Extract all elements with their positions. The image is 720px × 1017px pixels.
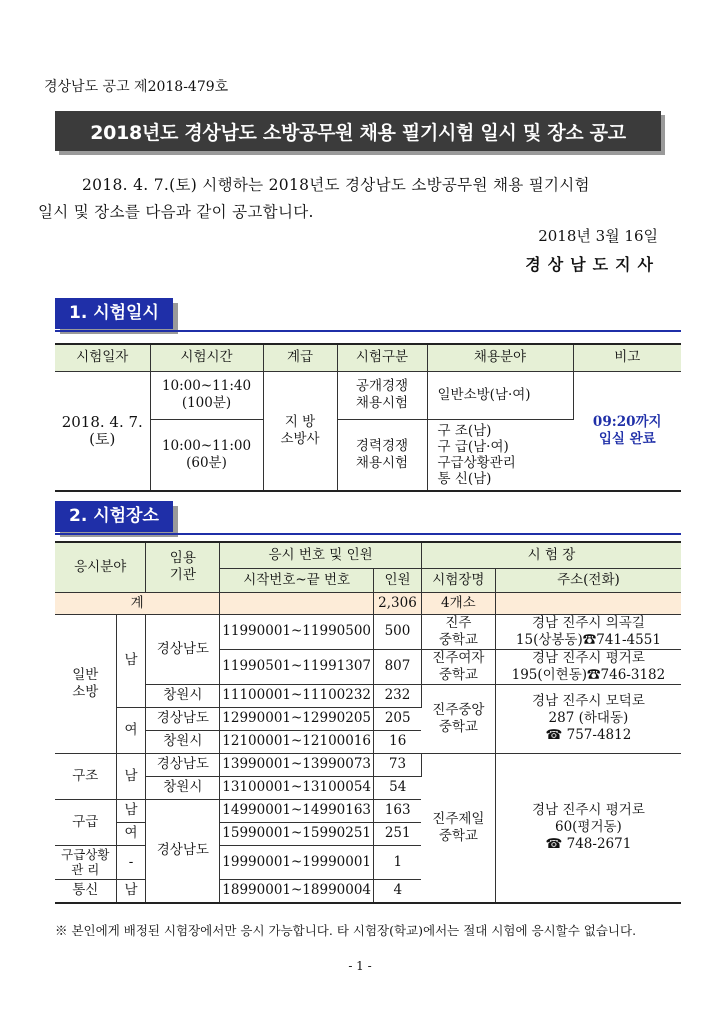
header-remark: 비고 <box>573 344 681 371</box>
gender-male: 남 <box>116 614 146 707</box>
field-rescue: 구 조(남) <box>437 422 492 439</box>
number-range: 12100001~12100016 <box>220 730 374 753</box>
announcement-date: 2018년 3월 16일 <box>538 227 658 245</box>
applicant-count: 54 <box>374 776 422 799</box>
agency-gyeongnam: 경상남도 <box>146 707 220 730</box>
rank-line-2: 소방사 <box>280 430 320 447</box>
address-2-line-1: 경남 진주시 평거로 <box>531 649 645 666</box>
gender-male: 남 <box>116 879 146 903</box>
applicant-count: 232 <box>374 684 422 707</box>
address-2-line-2: 195(이현동)☎746-3182 <box>511 666 666 683</box>
header-exam-type: 시험구분 <box>337 344 427 371</box>
exam-type-2 <box>337 419 427 491</box>
rank-line-1: 지 방 <box>284 413 316 430</box>
document-title <box>55 111 661 151</box>
gender-male: 남 <box>116 799 146 822</box>
number-range: 19990001~19990001 <box>220 845 374 879</box>
exam-time-1 <box>150 371 263 419</box>
time-range-1: 10:00~11:40 <box>161 378 252 394</box>
group-ems-management <box>55 845 116 879</box>
venue-address <box>495 684 681 753</box>
group-ems-mgmt-line-1: 구급상황 <box>61 847 110 862</box>
field-communications: 통 신(남) <box>437 470 492 487</box>
number-range: 18990001~18990004 <box>220 879 374 903</box>
field-ems-management: 구급상황관리 <box>437 454 516 471</box>
header-field: 응시분야 <box>55 542 146 592</box>
exam-time-2 <box>150 419 263 491</box>
total-range <box>220 592 374 614</box>
header-venue-name: 시험장명 <box>421 568 495 592</box>
group-communications: 통신 <box>55 879 116 903</box>
number-range: 15990001~15990251 <box>220 822 374 845</box>
group-rescue: 구조 <box>55 753 116 799</box>
number-range: 14990001~14990163 <box>220 799 374 822</box>
group-ems-mgmt-line-2: 관 리 <box>71 862 100 877</box>
group-general <box>55 614 116 753</box>
schedule-row-open <box>55 371 681 419</box>
type-2-line-1: 경력경쟁 <box>355 437 409 454</box>
field-ems: 구 급(남·여) <box>437 438 509 455</box>
group-ems: 구급 <box>55 799 116 845</box>
type-1-line-1: 공개경쟁 <box>355 378 409 394</box>
number-range: 11990501~11991307 <box>220 649 374 684</box>
header-agency-line-1: 임용 <box>169 550 196 567</box>
address-4-line-2: 60(평거동) <box>554 819 622 836</box>
applicant-count: 500 <box>374 614 422 649</box>
number-range: 12990001~12990205 <box>220 707 374 730</box>
address-3-line-2: 287 (하대동) <box>548 710 629 726</box>
agency-gyeongnam: 경상남도 <box>146 753 220 776</box>
section-1-rule <box>55 330 681 332</box>
section-2-rule <box>55 533 681 535</box>
address-3-line-3: ☎ 757-4812 <box>545 727 632 743</box>
applicant-count: 807 <box>374 649 422 684</box>
address-4-line-1: 경남 진주시 평거로 <box>531 802 645 819</box>
venue-4-line-1: 진주제일 <box>432 810 485 827</box>
page-number: - 1 - <box>348 959 372 973</box>
applicant-count: 163 <box>374 799 422 822</box>
type-2-line-2: 채용시험 <box>355 454 409 471</box>
remark-cell <box>573 371 681 491</box>
venue-3-line-1: 진주중앙 <box>432 701 485 718</box>
number-range: 13100001~13100054 <box>220 776 374 799</box>
applicant-count: 1 <box>374 845 422 879</box>
group-general-line-1: 일반 <box>72 666 99 683</box>
venue-address <box>495 753 681 903</box>
total-row <box>55 592 681 614</box>
header-agency-line-2: 기관 <box>169 567 196 584</box>
time-duration-2: (60분) <box>186 454 227 471</box>
header-number-range: 시작번호~끝 번호 <box>220 568 374 592</box>
footnote: ※ 본인에게 배정된 시험장에서만 응시 가능합니다. 타 시험장(학교)에서는 절대 시험에 응시할수 없습니다. <box>55 923 637 938</box>
venue-address <box>495 649 681 684</box>
venue-3-line-2: 중학교 <box>438 718 478 735</box>
gender-female: 여 <box>116 707 146 753</box>
venue-name <box>421 649 495 684</box>
exam-venue-table <box>55 541 681 904</box>
intro-line-2: 일시 및 장소를 다음과 같이 공고합니다. <box>38 203 314 221</box>
venue-name <box>421 614 495 649</box>
header-exam-date: 시험일자 <box>55 344 150 371</box>
applicant-count: 4 <box>374 879 422 903</box>
type-1-line-2: 채용시험 <box>355 395 409 411</box>
venue-4-line-2: 중학교 <box>438 827 478 844</box>
field-career <box>427 419 573 491</box>
header-field: 채용분야 <box>427 344 573 371</box>
agency-gyeongnam: 경상남도 <box>146 614 220 684</box>
header-agency <box>146 542 220 592</box>
section-2-heading: 2. 시험장소 <box>55 501 173 532</box>
group-general-line-2: 소방 <box>72 683 99 700</box>
venue-header-row-1 <box>55 542 681 568</box>
total-count: 2,306 <box>374 592 422 614</box>
address-4-line-3: ☎ 748-2671 <box>545 836 632 853</box>
gender-female: 여 <box>116 822 146 845</box>
address-1-line-1: 경남 진주시 의곡길 <box>531 614 645 631</box>
remark-line-1: 09:20까지 <box>592 413 662 430</box>
header-address: 주소(전화) <box>495 568 681 592</box>
venue-1-line-1: 진주 <box>445 614 472 631</box>
exam-date: 2018. 4. 7. <box>61 412 143 431</box>
agency-changwon: 창원시 <box>146 730 220 753</box>
agency-changwon: 창원시 <box>146 684 220 707</box>
address-1-line-2: 15(상봉동)☎741-4551 <box>515 631 661 648</box>
total-venues: 4개소 <box>421 592 495 614</box>
intro-paragraph <box>38 172 665 226</box>
agency-gyeongnam: 경상남도 <box>146 799 220 903</box>
exam-day: (토) <box>89 429 116 448</box>
section-1-heading: 1. 시험일시 <box>55 298 173 329</box>
remark-line-2: 입실 완료 <box>598 430 656 447</box>
total-label: 계 <box>55 592 220 614</box>
number-range: 11100001~11100232 <box>220 684 374 707</box>
exam-date-cell <box>55 371 150 491</box>
title-text: 2018년도 경상남도 소방공무원 채용 필기시험 일시 및 장소 공고 <box>90 121 626 144</box>
venue-2-line-1: 진주여자 <box>432 649 485 666</box>
intro-line-1: 2018. 4. 7.(토) 시행하는 2018년도 경상남도 소방공무원 채용 필기시험 <box>82 176 590 194</box>
exam-type-1 <box>337 371 427 419</box>
number-range: 11990001~11990500 <box>220 614 374 649</box>
venue-1-line-2: 중학교 <box>438 631 478 648</box>
header-rank: 계급 <box>263 344 337 371</box>
venue-name <box>421 753 495 903</box>
issuer-name: 경상남도지사 <box>525 255 660 274</box>
number-range: 13990001~13990073 <box>220 753 374 776</box>
header-exam-time: 시험시간 <box>150 344 263 371</box>
header-venue-group: 시 험 장 <box>421 542 681 568</box>
address-3-line-1: 경남 진주시 모덕로 <box>531 693 645 709</box>
gender-male: 남 <box>116 753 146 799</box>
total-address <box>495 592 681 614</box>
table-row <box>55 753 681 776</box>
time-duration-1: (100분) <box>181 395 232 411</box>
applicant-count: 16 <box>374 730 422 753</box>
venue-address <box>495 614 681 649</box>
applicant-count: 251 <box>374 822 422 845</box>
venue-2-line-2: 중학교 <box>438 666 478 683</box>
gender-none: - <box>116 845 146 879</box>
applicant-count: 205 <box>374 707 422 730</box>
exam-schedule-table <box>55 343 681 492</box>
field-general: 일반소방(남·여) <box>427 371 573 419</box>
agency-changwon: 창원시 <box>146 776 220 799</box>
venue-name <box>421 684 495 753</box>
header-count: 인원 <box>374 568 422 592</box>
time-range-2: 10:00~11:00 <box>161 437 252 454</box>
applicant-count: 73 <box>374 753 422 776</box>
table-row <box>55 614 681 649</box>
header-numbers-group: 응시 번호 및 인원 <box>220 542 422 568</box>
notice-number: 경상남도 공고 제2018-479호 <box>44 79 229 95</box>
rank-cell <box>263 371 337 491</box>
schedule-header-row <box>55 344 681 371</box>
table-row <box>55 684 681 707</box>
